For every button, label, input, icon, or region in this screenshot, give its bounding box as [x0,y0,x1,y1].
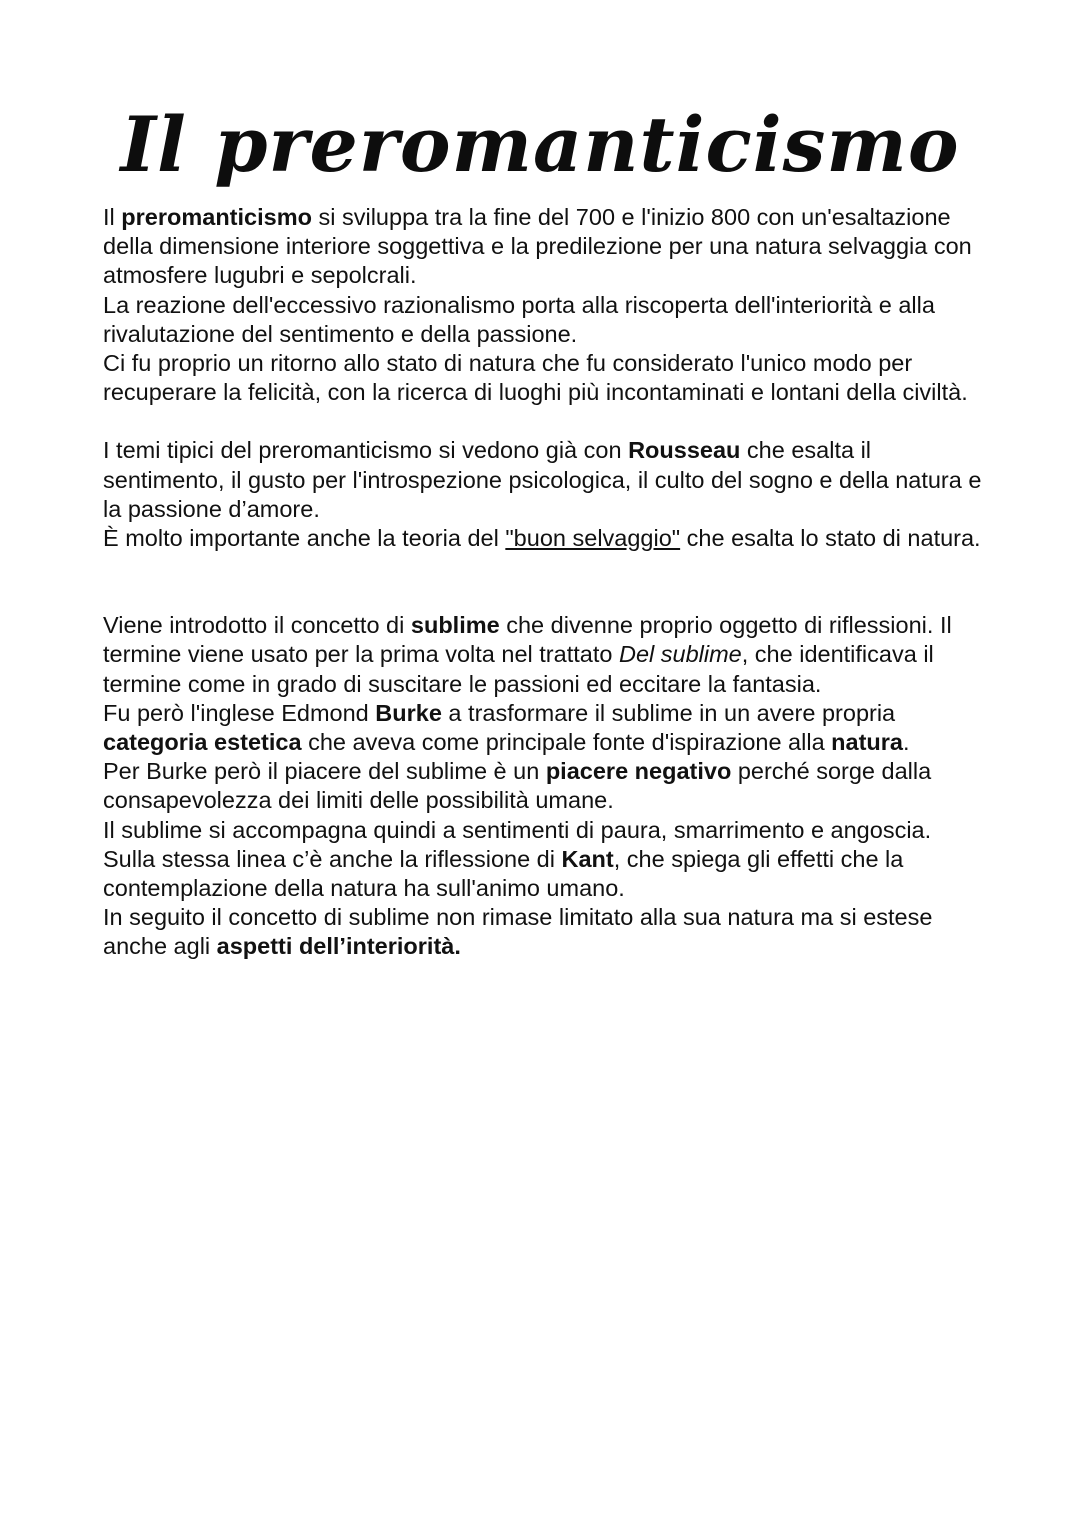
paragraph [103,436,983,524]
bold-term: sublime [410,612,500,639]
paragraph [103,203,983,291]
paragraph [103,845,983,903]
text-run: Fu però l'inglese Edmond [103,699,376,726]
text-run: I temi tipici del preromanticismo si vedono già con [103,437,629,464]
text-run: Il [103,204,122,230]
bold-term: aspetti dell’interiorità. [216,933,461,960]
bold-term: natura [831,729,903,756]
bold-term: categoria estetica [103,729,302,756]
bold-term: Kant [561,845,614,872]
text-run: Sulla stessa linea c’è anche la riflessione di [103,845,562,872]
bold-term: Burke [375,699,442,726]
underlined-term: "buon selvaggio" [505,525,681,552]
text-run: si sviluppa tra la fine del 700 e l'inizio 800 con un'esaltazione della dimensione interiore soggettiva e la predilezione per una natura selvaggia con atmosfere lugubri e sepolcrali. [103,204,972,289]
text-run: a trasformare il sublime in un avere propria [441,699,896,726]
bold-term: preromanticismo [121,204,312,230]
text-run: Per Burke però il piacere del sublime è un [103,758,546,785]
text-run: che aveva come principale fonte d'ispirazione alla [301,729,832,756]
paragraph [103,757,983,815]
text-run: In seguito il concetto di sublime non rimase limitato alla sua natura ma si estese anche agli [103,904,933,960]
text-run: , che spiega gli effetti che la contemplazione della natura ha sull'animo umano. [103,845,904,902]
text-run: Viene introdotto il concetto di [103,612,411,639]
paragraph [103,524,983,553]
text-run: , che identificava il termine come in grado di suscitare le passioni ed eccitare la fantasia. [103,641,934,697]
text-run: . [903,729,910,756]
section-spacer [103,553,983,611]
paragraph: Ci fu proprio un ritorno allo stato di natura che fu considerato l'unico modo per recuperare la felicità, con la ricerca di luoghi più incontaminati e lontani della civiltà. [103,350,968,406]
paragraph: Il sublime si accompagna quindi a sentimenti di paura, smarrimento e angoscia. [103,816,932,843]
bold-term: Rousseau [628,437,741,464]
italic-title: Del sublime [618,641,742,668]
paragraph [103,611,983,699]
text-run: perché sorge dalla consapevolezza dei limiti delle possibilità umane. [103,758,932,814]
bold-term: piacere negativo [545,758,732,785]
page-title: Il preromanticismo [120,100,960,189]
text-run: che esalta lo stato di natura. [680,525,981,552]
paragraph-spacer [103,407,983,436]
paragraph [103,903,983,961]
paragraph [103,699,983,757]
document-body [103,203,983,962]
text-run: che esalta il sentimento, il gusto per l'introspezione psicologica, il culto del sogno e della natura e la passione d’amore. [103,437,982,522]
paragraph: La reazione dell'eccessivo razionalismo porta alla riscoperta dell'interiorità e alla rivalutazione del sentimento e della passione. [103,291,935,347]
text-run: che divenne proprio oggetto di riflessioni. Il termine viene usato per la prima volta nel trattato [103,612,952,668]
text-run: È molto importante anche la teoria del [103,525,506,552]
